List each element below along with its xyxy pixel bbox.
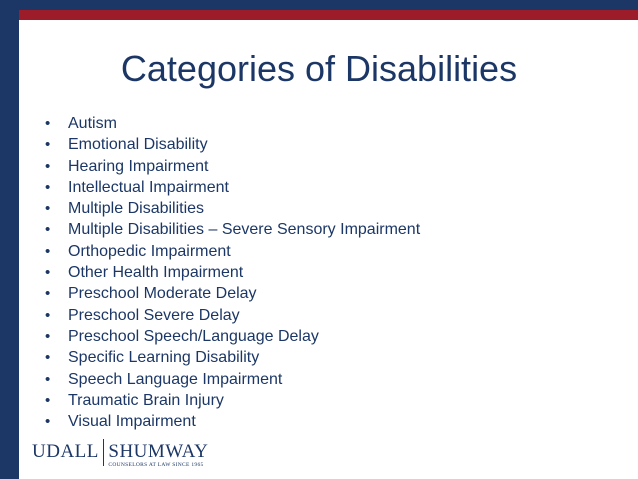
list-item xyxy=(45,198,420,219)
bullet-icon: • xyxy=(45,221,51,239)
bullet-icon: • xyxy=(45,178,51,196)
list-item xyxy=(45,347,420,368)
list-item-label: Hearing Impairment xyxy=(68,157,209,175)
list-item xyxy=(45,241,420,262)
list-item-label: Specific Learning Disability xyxy=(68,349,260,367)
top-accent-stripe xyxy=(19,10,638,20)
bullet-icon: • xyxy=(45,391,51,409)
list-item xyxy=(45,411,420,432)
list-item xyxy=(45,262,420,283)
bullet-icon: • xyxy=(45,157,51,175)
list-item xyxy=(45,113,420,134)
list-item-label: Preschool Speech/Language Delay xyxy=(68,327,319,345)
firm-logo xyxy=(32,439,208,471)
logo-tagline: COUNSELORS AT LAW SINCE 1965 xyxy=(108,462,204,468)
list-item-label: Autism xyxy=(68,115,117,132)
list-item-label: Other Health Impairment xyxy=(68,264,244,282)
list-item xyxy=(45,219,420,240)
list-item-label: Emotional Disability xyxy=(68,136,208,154)
bullet-icon: • xyxy=(45,413,51,431)
bullet-icon: • xyxy=(45,200,51,218)
category-list xyxy=(45,113,420,432)
bullet-icon: • xyxy=(45,264,51,282)
bullet-icon: • xyxy=(45,242,51,260)
slide-title: Categories of Disabilities xyxy=(120,48,518,89)
list-item xyxy=(45,326,420,347)
list-item-label: Multiple Disabilities – Severe Sensory Impairment xyxy=(68,221,421,239)
bullet-icon: • xyxy=(45,115,51,132)
list-item xyxy=(45,134,420,155)
list-item-label: Preschool Severe Delay xyxy=(68,306,240,324)
list-item xyxy=(45,369,420,390)
bullet-icon: • xyxy=(45,285,51,303)
bullet-icon: • xyxy=(45,306,51,324)
bullet-icon: • xyxy=(45,136,51,154)
list-item-label: Intellectual Impairment xyxy=(68,178,229,196)
bullet-icon: • xyxy=(45,327,51,345)
list-item xyxy=(45,390,420,411)
list-item-label: Multiple Disabilities xyxy=(68,200,205,218)
list-item xyxy=(45,305,420,326)
logo-divider xyxy=(103,439,105,466)
list-item-label: Preschool Moderate Delay xyxy=(68,285,257,303)
list-item-label: Visual Impairment xyxy=(68,413,196,431)
bullet-icon: • xyxy=(45,349,51,367)
list-item xyxy=(45,156,420,177)
list-item xyxy=(45,283,420,304)
list-item-label: Speech Language Impairment xyxy=(68,370,283,388)
logo-right-block xyxy=(108,439,208,468)
bullet-icon: • xyxy=(45,370,51,388)
list-item-label: Orthopedic Impairment xyxy=(68,242,231,260)
logo-name-left: UDALL xyxy=(32,441,99,462)
logo-name-right: SHUMWAY xyxy=(108,441,209,462)
list-item-label: Traumatic Brain Injury xyxy=(68,391,224,409)
list-item xyxy=(45,177,420,198)
